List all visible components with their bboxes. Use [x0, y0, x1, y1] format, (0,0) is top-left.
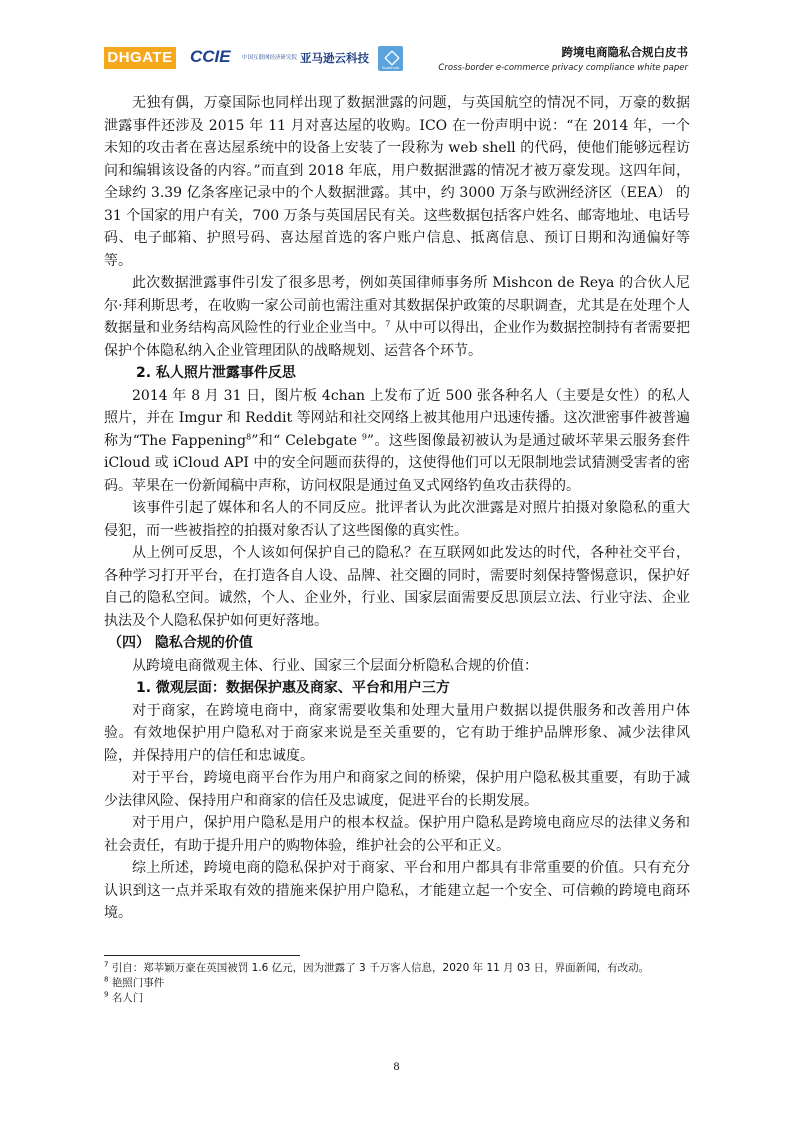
heading-micro-level: 1. 微观层面：数据保护惠及商家、平台和用户三方 [136, 680, 450, 696]
footnote-number: 9 [104, 990, 109, 999]
paragraph-summary: 综上所述，跨境电商的隐私保护对于商家、平台和用户都具有非常重要的价值。只有充分认识到这一点并采取有效的措施来保护用户隐私，才能建立起一个安全、可信赖的跨境电商环境。 [104, 860, 690, 921]
footnote-ref-9[interactable]: 9 [361, 431, 367, 441]
header-subtitle: Cross-border e-commerce privacy compliance white paper [438, 63, 688, 73]
heading-photo-leak: 2. 私人照片泄露事件反思 [136, 365, 296, 381]
ccie-logo-text: CCIE [190, 47, 231, 66]
amazon-cloud-logo: 亚马逊云科技 [300, 51, 369, 65]
partner-logo-mark [384, 50, 400, 66]
paragraph-merchants: 对于商家，在跨境电商中，商家需要收集和处理大量用户数据以提供服务和改善用户体验。有效地保护用户隐私对于商家来说是至关重要的，它有助于维护品牌形象、减少法律风险，并保持用户的信任和忠诚度。 [104, 702, 690, 764]
dhgate-logo: DHGATE [104, 47, 176, 69]
footnote-text: 引自：郑莘颖万豪在英国被罚 1.6 亿元，因为泄露了 3 千万客人信息，2020 年 11 月 03 日，界面新闻，有改动。 [111, 962, 650, 974]
page-number: 8 [393, 1059, 400, 1073]
footnote-9 [104, 991, 690, 1006]
paragraph-fappening-c: ”。这些图像最初被认为是通过破坏苹果云服务套件 iCloud 或 iCloud API 中的安全问题而获得的，这使得他们可以无限制地尝试猜测受害者的密码。苹果在一份新闻稿中声称，访问权限是通过鱼叉式网络钓鱼攻击获得的。 [104, 432, 691, 494]
paragraph-reflection-text: 此次数据泄露事件引发了很多思考，例如英国律师事务所 Mishcon de Reya 的合伙人尼尔·拜利斯思考，在收购一家公司前也需注重对其数据保护政策的尽职调查，尤其是在处理个人数据量和业务结构高风险性的行业企业当中。 [104, 275, 690, 336]
partner-logo-text: Kuaishuai [382, 66, 399, 70]
paragraph-marriott: 无独有偶，万豪国际也同样出现了数据泄露的问题，与英国航空的情况不同，万豪的数据泄露事件还涉及 2015 年 11 月对喜达屋的收购。ICO 在一份声明中说：“在 2014 年，一个未知的攻击者在喜达屋系统中的设备上安装了一段称为 web shell 的代码，使他们能够远程访问和编辑该设备的内容。”而直到 2018 年底，用户数据泄露的情况才被万豪发现。这四年间，全球约 3.39 亿条客座记录中的个人数据泄露。其中，约 3000 万条与欧洲经济区（EEA） 的 31 个国家的用户有关，700 万条与英国居民有关。这些数据包括客户姓名、邮寄地址、电话号码、电子邮箱、护照号码、喜达屋首选的客户账户信息、抵离信息、预订日期和沟通偏好等等。 [104, 95, 690, 269]
footnote-ref-7[interactable]: 7 [385, 319, 391, 329]
footnote-number: 8 [104, 975, 109, 984]
header-title: 跨境电商隐私合规白皮书 [561, 45, 688, 59]
footnote-ref-8[interactable]: 8 [246, 431, 252, 441]
ccie-logo-subtext: 中国互联网经济研究院 [242, 55, 298, 61]
footnote-divider [104, 955, 300, 956]
paragraph-reflection [104, 272, 690, 362]
heading-privacy-value: （四） 隐私合规的价值 [108, 635, 253, 651]
paragraph-fappening-b: ”和“ Celebgate [251, 432, 362, 449]
footnote-8 [104, 976, 690, 991]
paragraph-fappening-a: 2014 年 8 月 31 日，图片板 4chan 上发布了近 500 张各种名人（主要是女性）的私人照片，并在 Imgur 和 Reddit 等网站和社交网络上被其他用户迅速传播。这次泄密事件被普遍称为“The Fappening [104, 387, 690, 449]
footnotes [104, 961, 690, 1006]
footnote-7 [104, 961, 690, 976]
paragraph-personal-privacy: 从上例可反思，个人该如何保护自己的隐私？在互联网如此发达的时代，各种社交平台，各种学习打开平台，在打造各自人设、品牌、社交圈的同时，需要时刻保持警惕意识，保护好自己的隐私空间。诚然，个人、企业外，行业、国家层面需要反思顶层立法、行业守法、企业执法及个人隐私保护如何更好落地。 [104, 545, 690, 629]
paragraph-platforms: 对于平台，跨境电商平台作为用户和商家之间的桥梁，保护用户隐私极其重要，有助于减少法律风险、保持用户和商家的信任及忠诚度，促进平台的长期发展。 [104, 770, 690, 809]
paragraph-reactions: 该事件引起了媒体和名人的不同反应。批评者认为此次泄露是对照片拍摄对象隐私的重大侵犯，而一些被指控的拍摄对象否认了这些图像的真实性。 [104, 500, 690, 539]
paragraph-users: 对于用户，保护用户隐私是用户的根本权益。保护用户隐私是跨境电商应尽的法律义务和社会责任，有助于提升用户的购物体验，维护社会的公平和正义。 [104, 815, 690, 854]
page-header [104, 40, 688, 76]
footnote-text: 名人门 [111, 992, 144, 1004]
paragraph-reflection-tail: 从中可以得出，企业作为数据控制持有者需要把保护个体隐私纳入企业管理团队的战略规划、运营各个环节。 [104, 320, 691, 359]
paragraph-value-intro: 从跨境电商微观主体、行业、国家三个层面分析隐私合规的价值： [132, 657, 538, 674]
partner-logo-icon [378, 46, 403, 71]
footnote-number: 7 [104, 960, 109, 969]
page-body [104, 92, 690, 925]
paragraph-fappening [104, 385, 690, 498]
footnote-text: 艳照门事件 [111, 977, 165, 989]
